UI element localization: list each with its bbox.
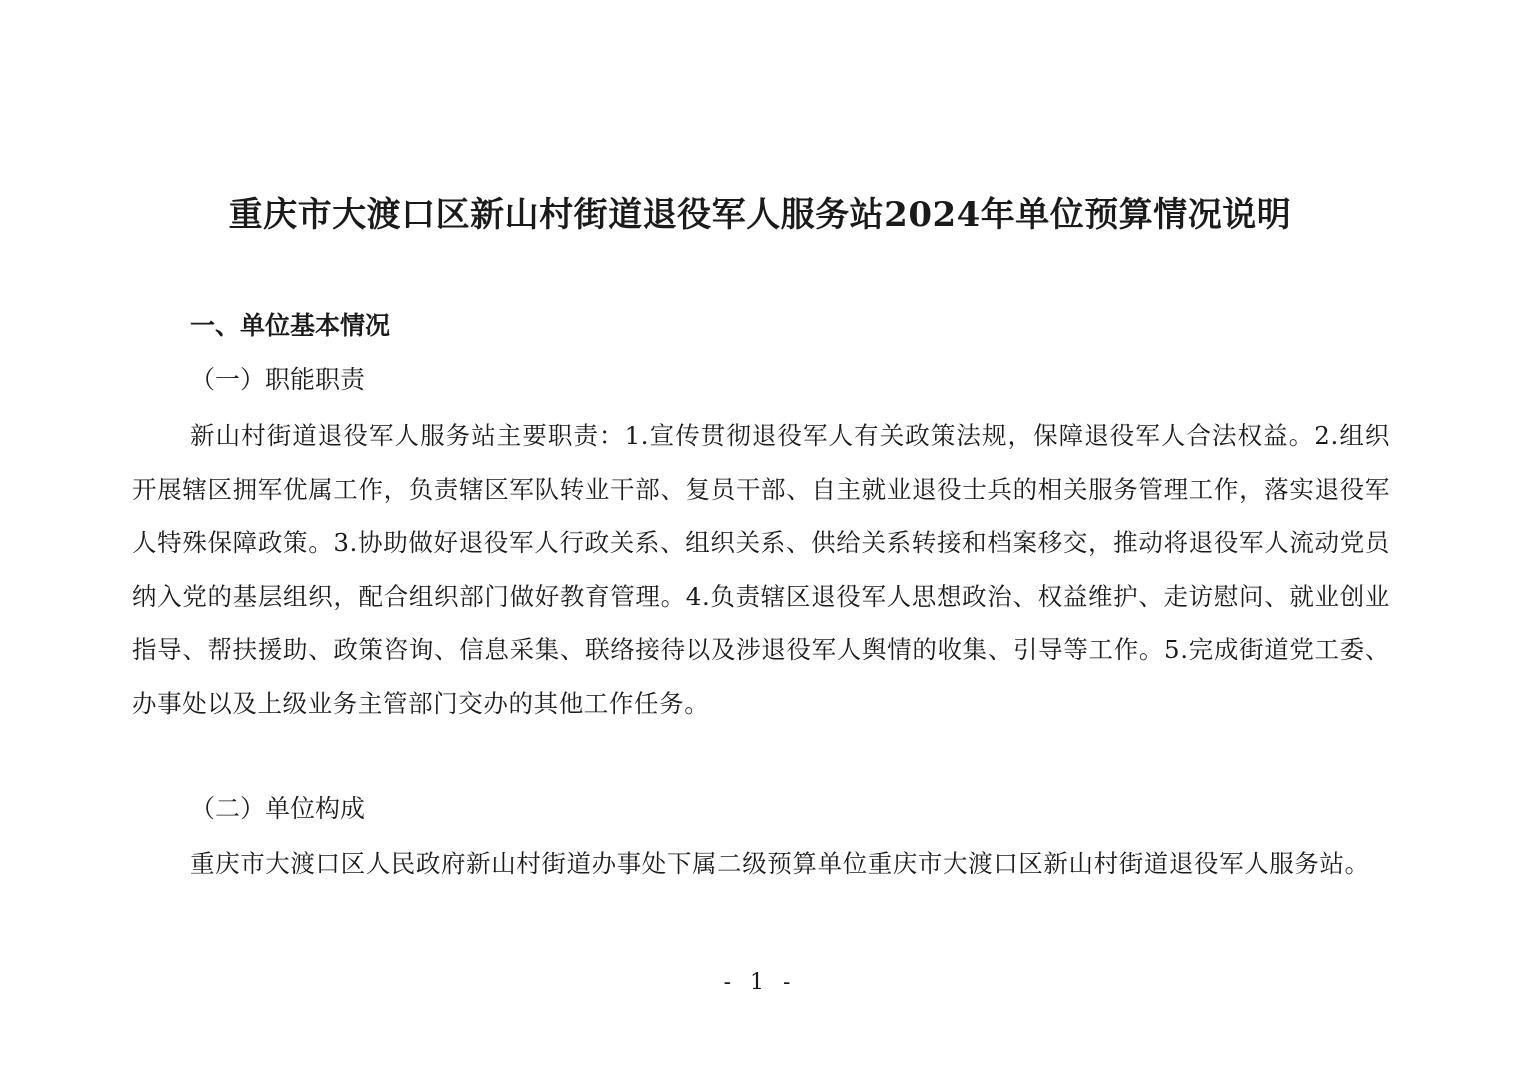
- subsection-heading-duties: （一）职能职责: [190, 365, 366, 394]
- document-title: 重庆市大渡口区新山村街道退役军人服务站2024年单位预算情况说明: [228, 195, 1292, 235]
- section-heading-basic-info: 一、单位基本情况: [190, 311, 391, 340]
- duties-paragraph: 新山村街道退役军人服务站主要职责：1.宣传贯彻退役军人有关政策法规，保障退役军人合法权益。2.组织开展辖区拥军优属工作，负责辖区军队转业干部、复员干部、自主就业退役士兵的相关服务管理工作，落实退役军人特殊保障政策。3.协助做好退役军人行政关系、组织关系、供给关系转接和档案移交，推动将退役军人流动党员纳入党的基层组织，配合组织部门做好教育管理。4.负责辖区退役军人思想政治、权益维护、走访慰问、就业创业指导、帮扶援助、政策咨询、信息采集、联络接待以及涉退役军人舆情的收集、引导等工作。5.完成街道党工委、办事处以及上级业务主管部门交办的其他工作任务。: [132, 421, 1390, 718]
- subsection-heading-composition: （二）单位构成: [190, 794, 366, 823]
- page-number: - 1 -: [723, 970, 797, 995]
- composition-paragraph: 重庆市大渡口区人民政府新山村街道办事处下属二级预算单位重庆市大渡口区新山村街道退役军人服务站。: [190, 849, 1370, 878]
